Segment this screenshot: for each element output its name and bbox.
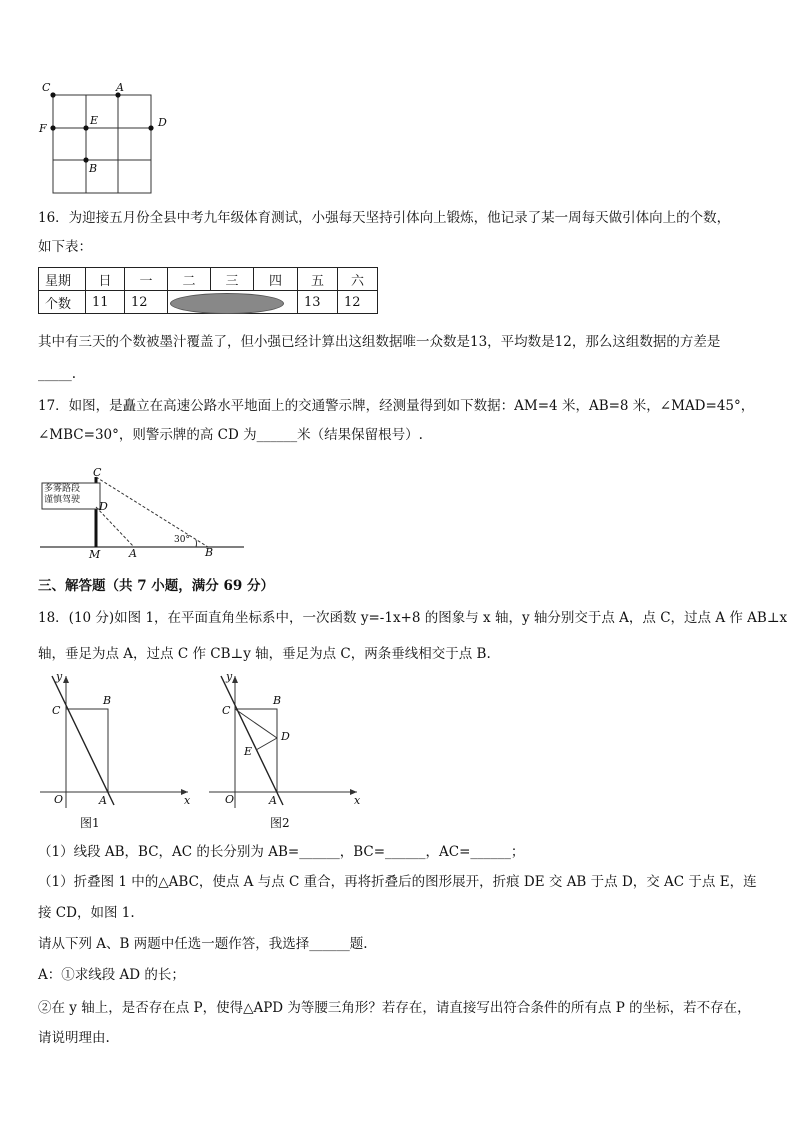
- q16-text-1: 16．为迎接五月份全县中考九年级体育测试，小强每天坚持引体向上锻炼，他记录了某一周每天做引体向上的个数，: [38, 210, 731, 226]
- warning-sign-text: [44, 484, 80, 506]
- q18-text-1: 18．(10 分)如图 1，在平面直角坐标系中，一次函数 y=-1x+8 的图象与 x 轴，y 轴分别交于点 A，点 C，过点 A 作 AB⊥x: [38, 610, 788, 626]
- table-cell: 六: [338, 268, 378, 291]
- table-cell: 13: [298, 291, 338, 314]
- label-a: A: [129, 547, 137, 560]
- fig2-label-y: y: [226, 670, 233, 683]
- fig1-label-o: O: [54, 793, 64, 806]
- fig2-label-o: O: [225, 793, 235, 806]
- table-cell: 星期: [39, 268, 86, 291]
- q18-a1: A：①求线段 AD 的长；: [38, 967, 185, 983]
- label-a: A: [116, 81, 124, 94]
- q18-text-2: 轴，垂足为点 A，过点 C 作 CB⊥y 轴，垂足为点 C，两条垂线相交于点 B.: [38, 646, 491, 662]
- ink-blot-cell: [168, 291, 298, 314]
- table-cell: 12: [125, 291, 168, 314]
- ink-blot: [170, 293, 284, 314]
- label-c: C: [93, 466, 102, 479]
- fig1-label-x: x: [184, 794, 191, 807]
- angle-label: 30°: [174, 535, 190, 545]
- table-row: [39, 268, 378, 291]
- fig2-label-c: C: [222, 704, 231, 717]
- table-cell: 二: [168, 268, 211, 291]
- fig2-label-x: x: [354, 794, 361, 807]
- label-f: F: [39, 122, 47, 135]
- q18-choose: 请从下列 A、B 两题中任选一题作答，我选择______题.: [38, 936, 368, 952]
- label-b: B: [89, 162, 98, 175]
- table-cell: 12: [338, 291, 378, 314]
- fig2-label-e: E: [244, 745, 253, 758]
- q18-part2-1: （1）折叠图 1 中的△ABC，使点 A 与点 C 重合，再将折叠后的图形展开，折痕 DE 交 AB 于点 D，交 AC 于点 E，连: [38, 874, 757, 890]
- label-e: E: [90, 114, 99, 127]
- table-row: [39, 291, 378, 314]
- label-b: B: [205, 546, 214, 559]
- pullup-table: [38, 267, 378, 314]
- table-cell: 一: [125, 268, 168, 291]
- fig1-label-y: y: [56, 670, 63, 683]
- table-cell: 五: [298, 268, 338, 291]
- q16-text-4: _____.: [38, 366, 77, 382]
- label-d: D: [99, 500, 108, 513]
- fig1-label-a: A: [99, 794, 107, 807]
- label-m: M: [89, 548, 101, 561]
- q18-a2-2: 请说明理由.: [38, 1030, 110, 1046]
- q17-text-2: ∠MBC=30°，则警示牌的高 CD 为______米（结果保留根号）.: [38, 427, 423, 443]
- table-cell: 个数: [39, 291, 86, 314]
- table-cell: 11: [86, 291, 125, 314]
- section-title: 三、解答题（共 7 小题，满分 69 分）: [38, 578, 274, 594]
- sign-line-2: 谨慎驾驶: [44, 495, 81, 505]
- point-c: [50, 92, 55, 97]
- q16-text-2: 如下表：: [38, 239, 92, 255]
- label-d: D: [158, 116, 167, 129]
- fig1-caption: 图1: [80, 816, 100, 830]
- point-b: [83, 157, 88, 162]
- q17-text-1: 17．如图，是矗立在高速公路水平地面上的交通警示牌，经测量得到如下数据：AM=4 米，AB=8 米，∠MAD=45°，: [38, 398, 755, 414]
- fig2-label-b: B: [273, 694, 282, 707]
- fig2-label-a: A: [269, 794, 277, 807]
- table-cell: 日: [86, 268, 125, 291]
- fig2-label-d: D: [281, 730, 290, 743]
- grid-figure: [36, 78, 166, 198]
- fig1-label-b: B: [103, 694, 112, 707]
- point-f: [50, 125, 55, 130]
- label-c: C: [42, 81, 51, 94]
- q18-a2-1: ②在 y 轴上，是否存在点 P，使得△APD 为等腰三角形？若存在，请直接写出符合条件的所有点 P 的坐标，若不存在，: [38, 1000, 751, 1016]
- point-d: [148, 125, 153, 130]
- q16-text-3: 其中有三天的个数被墨汁覆盖了，但小强已经计算出这组数据唯一众数是13，平均数是12，那么这组数据的方差是: [38, 334, 721, 350]
- table-cell: 三: [211, 268, 254, 291]
- sign-line-1: 多雾路段: [44, 484, 81, 494]
- fig1-label-c: C: [52, 704, 61, 717]
- point-e: [83, 125, 88, 130]
- warning-sign-figure: [36, 465, 251, 565]
- q18-part2-2: 接 CD，如图 1.: [38, 905, 135, 921]
- table-cell: 四: [254, 268, 298, 291]
- q18-part1: （1）线段 AB，BC，AC 的长分别为 AB=______，BC=______，AC=______；: [38, 844, 525, 860]
- fig2-caption: 图2: [270, 816, 290, 830]
